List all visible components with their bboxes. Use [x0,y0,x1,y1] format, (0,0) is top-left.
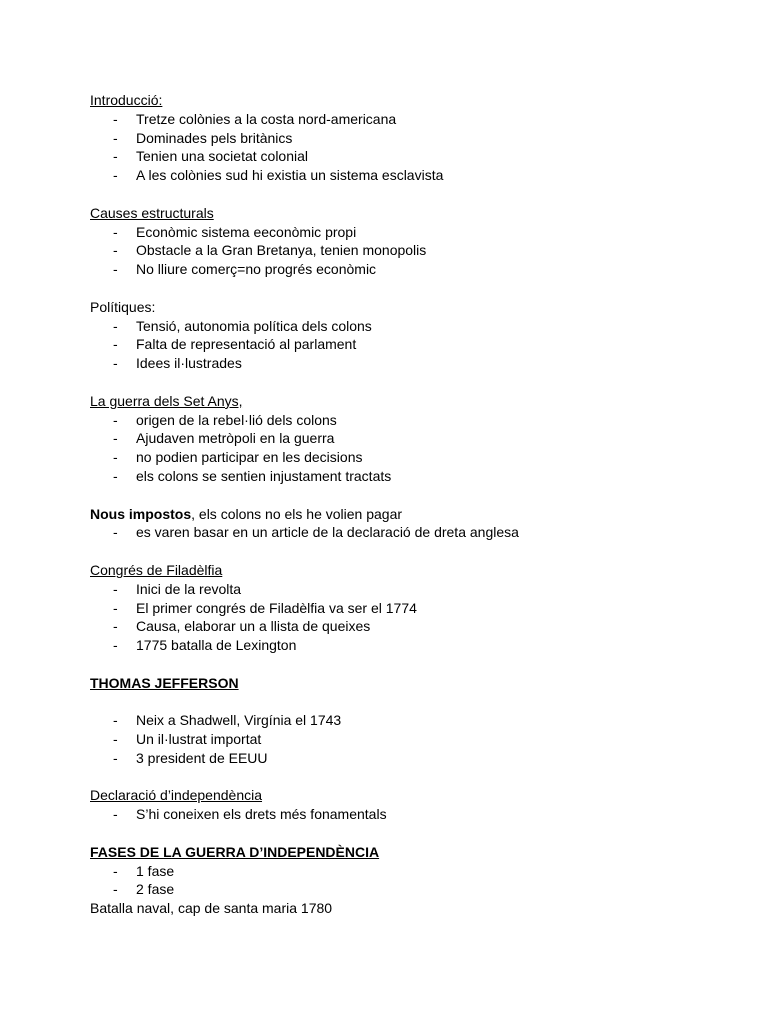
heading-text: Introducció: [90,92,163,108]
list-item [90,523,710,542]
bullet-dash: - [113,618,118,635]
paragraph-gap [90,655,710,674]
list-item-text: els colons se sentien injustament tractats [136,467,392,484]
list-item-text: El primer congrés de Filadèlfia va ser el 1774 [136,599,417,616]
list-item [90,260,710,279]
section-heading-congres [90,561,710,580]
section-heading-politiques [90,298,710,317]
heading-text: FASES DE LA GUERRA D’INDEPENDÈNCIA [90,843,380,860]
bullet-dash: - [113,806,118,823]
paragraph-gap [90,693,710,712]
list-item-text: Ajudaven metròpoli en la guerra [136,430,335,447]
list-item-text: Dominades pels britànics [136,129,293,146]
list-item [90,354,710,373]
list-item-text: Causa, elaborar un a llista de queixes [136,618,371,635]
heading-text: La guerra dels Set Anys, [90,392,243,409]
list-item [90,317,710,336]
list-item [90,599,710,618]
bullet-dash: - [113,261,118,278]
list-item [90,448,710,467]
list-item-text: Neix a Shadwell, Virgínia el 1743 [136,712,342,729]
list-item [90,223,710,242]
list-item-text: Inici de la revolta [136,580,242,597]
bullet-dash: - [113,148,118,165]
paragraph-gap [90,486,710,505]
list-item-text: Obstacle a la Gran Bretanya, tenien monopolis [136,242,427,259]
bullet-dash: - [113,712,118,729]
closing-line [90,899,710,918]
bullet-dash: - [113,637,118,654]
heading-rest-text: , els colons no els he volien pagar [191,505,403,522]
heading-text: Congrés de Filadèlfia [90,561,223,578]
bullet-dash: - [113,524,118,541]
list-item-text: Un il·lustrat importat [136,731,262,748]
bullet-dash: - [113,731,118,748]
section-heading-causes [90,204,710,223]
section-heading-fases [90,843,710,862]
list-item [90,749,710,768]
list-item-text: Tretze colònies a la costa nord-americana [136,110,397,127]
list-item [90,429,710,448]
list-item [90,147,710,166]
list-item [90,617,710,636]
list-item [90,335,710,354]
list-item-text: Tenien una societat colonial [136,148,309,165]
section-heading-intro [90,91,710,110]
list-item [90,411,710,430]
bullet-dash: - [113,110,118,127]
list-item-text: Econòmic sistema eeconòmic propi [136,223,357,240]
paragraph-gap [90,373,710,392]
bullet-dash: - [113,430,118,447]
bullet-dash: - [113,317,118,334]
list-item [90,110,710,129]
bullet-dash: - [113,862,118,879]
heading-bold-text: Nous impostos [90,505,192,522]
list-item [90,711,710,730]
paragraph-gap [90,279,710,298]
list-item-text: es varen basar en un article de la declaració de dreta anglesa [136,524,519,541]
list-item-text: Falta de representació al parlament [136,336,357,353]
list-item [90,862,710,881]
bullet-dash: - [113,467,118,484]
list-item [90,129,710,148]
list-item-text: no podien participar en les decisions [136,449,363,466]
list-item [90,580,710,599]
paragraph-gap [90,824,710,843]
bullet-dash: - [113,167,118,184]
list-item [90,730,710,749]
list-item-text: Tensió, autonomia política dels colons [136,317,372,334]
heading-text: Causes estructurals [90,204,214,221]
list-item-text: S’hi coneixen els drets més fonamentals [136,806,387,823]
bullet-dash: - [113,129,118,146]
list-item-text: No lliure comerç=no progrés econòmic [136,261,377,278]
list-item [90,636,710,655]
closing-text: Batalla naval, cap de santa maria 1780 [90,900,333,917]
list-item-text: origen de la rebel·lió dels colons [136,411,337,428]
section-heading-declaracio [90,786,710,805]
bullet-dash: - [113,749,118,766]
bullet-dash: - [113,242,118,259]
bullet-dash: - [113,411,118,428]
paragraph-gap [90,768,710,787]
bullet-dash: - [113,336,118,353]
bullet-dash: - [113,223,118,240]
list-item-text: A les colònies sud hi existia un sistema esclavista [136,167,444,184]
list-item-text: Idees il·lustrades [136,355,242,372]
list-item-text: 1 fase [136,862,175,879]
list-item-text: 1775 batalla de Lexington [136,637,297,654]
heading-text: Declaració d’independència [90,787,263,804]
heading-text: THOMAS JEFFERSON [90,674,239,691]
list-item [90,467,710,486]
bullet-dash: - [113,599,118,616]
list-item [90,805,710,824]
section-heading-jefferson [90,674,710,693]
document-page [90,91,710,918]
list-item [90,241,710,260]
bullet-dash: - [113,355,118,372]
paragraph-gap [90,185,710,204]
heading-text: Polítiques: [90,298,156,315]
list-item-text: 2 fase [136,881,175,898]
bullet-dash: - [113,449,118,466]
bullet-dash: - [113,881,118,898]
bullet-dash: - [113,580,118,597]
section-heading-guerra-set-anys [90,392,710,411]
list-item [90,880,710,899]
list-item [90,166,710,185]
section-heading-nous-impostos [90,505,710,524]
paragraph-gap [90,542,710,561]
list-item-text: 3 president de EEUU [136,749,268,766]
